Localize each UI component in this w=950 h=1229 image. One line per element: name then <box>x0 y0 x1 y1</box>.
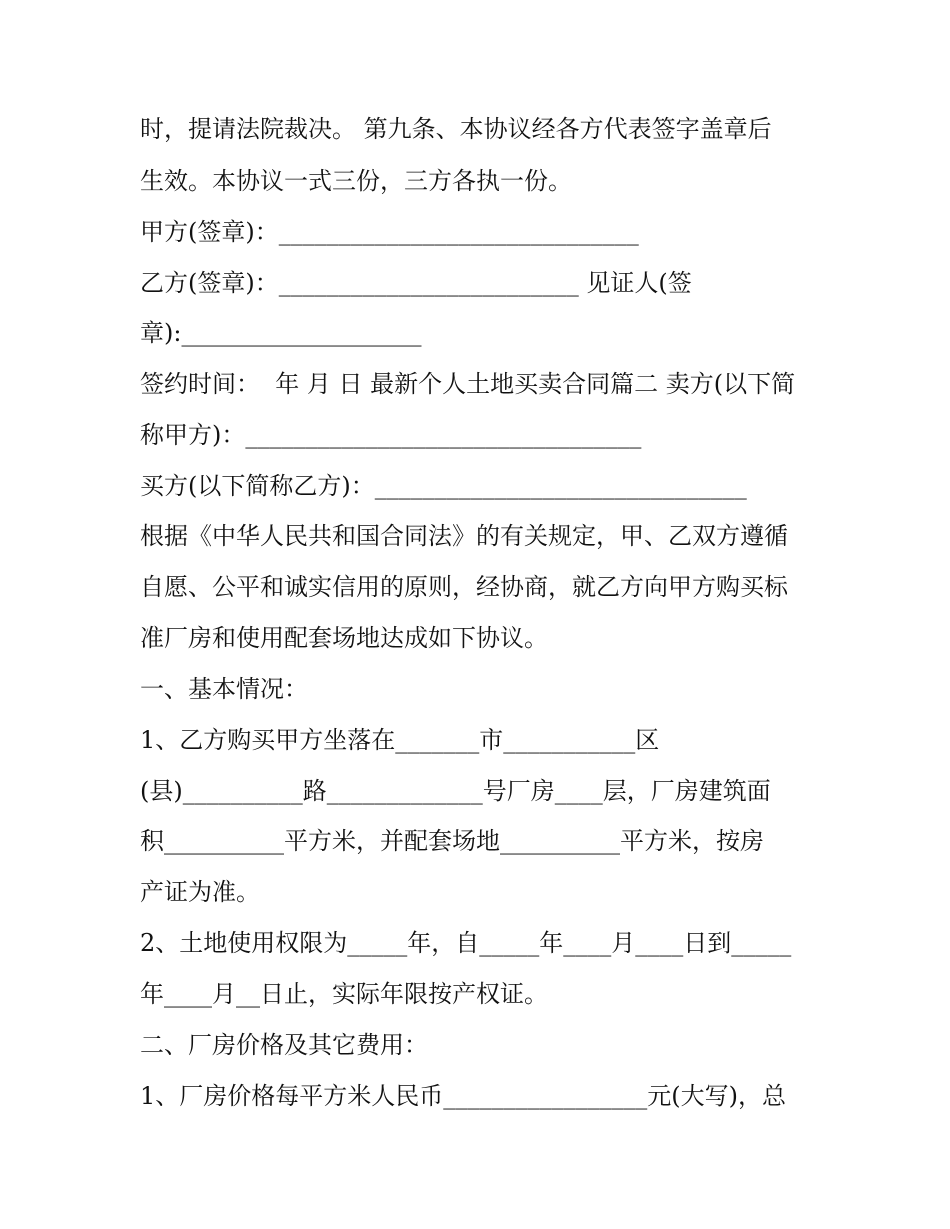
text-line-14: (县)__________路_____________号厂房____层，厂房建筑面 <box>140 777 771 805</box>
text-line-15: 积__________平方米，并配套场地__________平方米，按房 <box>140 827 764 855</box>
text-line-9: 根据《中华人民共和国合同法》的有关规定，甲、乙双方遵循 <box>140 522 788 550</box>
text-line-16: 产证为准。 <box>140 878 260 906</box>
text-line-6: 签约时间： 年 月 日 最新个人土地买卖合同篇二 卖方(以下简 <box>140 370 796 398</box>
text-line-10: 自愿、公平和诚实信用的原则，经协商，就乙方向甲方购买标 <box>140 573 788 601</box>
section-heading-2: 二、厂房价格及其它费用： <box>140 1031 428 1059</box>
text-line-13: 1、乙方购买甲方坐落在_______市___________区 <box>140 726 660 754</box>
text-line-1: 时，提请法院裁决。 第九条、本协议经各方代表签字盖章后 <box>140 115 772 143</box>
text-line-20: 1、厂房价格每平方米人民币_________________元(大写)，总 <box>140 1082 786 1110</box>
section-heading-1: 一、基本情况： <box>140 675 308 703</box>
signature-line-witness: 章):____________________ <box>140 319 422 347</box>
text-line-7: 称甲方)：_________________________________ <box>140 421 642 449</box>
text-line-17: 2、土地使用权限为_____年，自_____年____月____日到_____ <box>140 929 792 957</box>
text-line-11: 准厂房和使用配套场地达成如下协议。 <box>140 624 548 652</box>
signature-line-party-a: 甲方(签章)：______________________________ <box>140 218 639 246</box>
text-line-2: 生效。本协议一式三份，三方各执一份。 <box>140 167 572 195</box>
text-line-8: 买方(以下简称乙方)：_______________________________ <box>140 472 747 500</box>
signature-line-party-b: 乙方(签章)：_________________________ 见证人(签 <box>140 269 692 297</box>
text-line-18: 年____月__日止，实际年限按产权证。 <box>140 980 548 1008</box>
